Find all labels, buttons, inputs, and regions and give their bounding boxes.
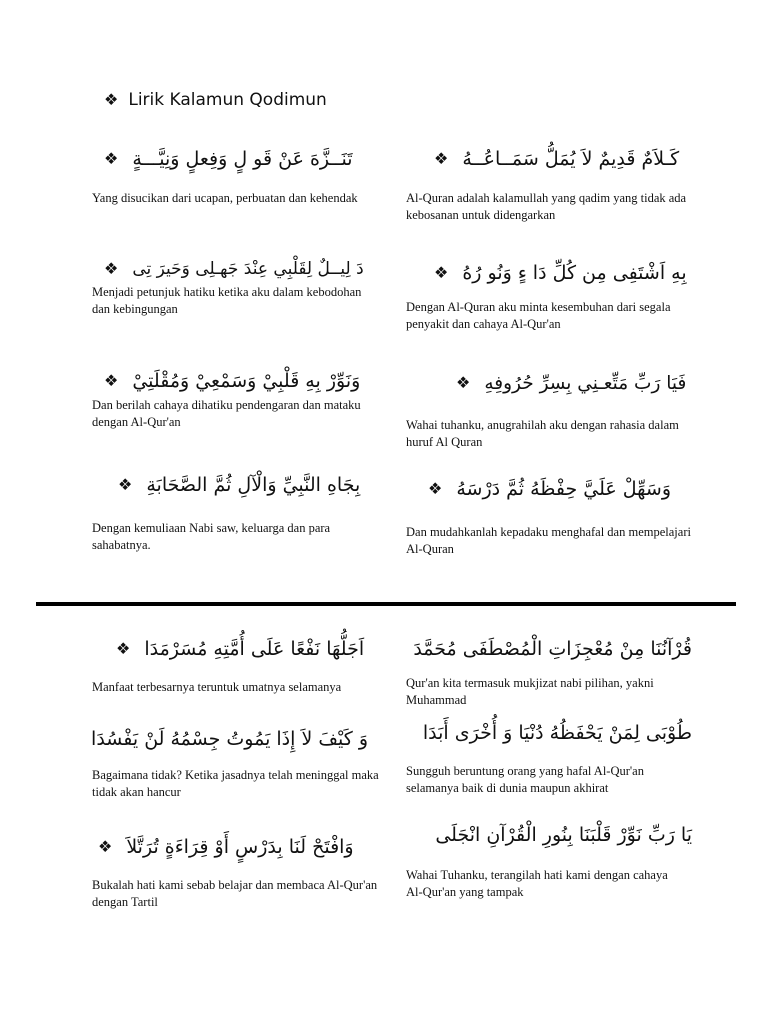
diamond-bullet-icon: ❖ (98, 837, 113, 856)
verse-line (456, 366, 690, 400)
diamond-bullet-icon: ❖ (456, 373, 471, 392)
diamond-bullet-icon: ❖ (104, 149, 119, 168)
arabic-verse: دَ لِيــلٌ لِقَلْبِي عِنْدَ جَهـلِى وَحَيرَ تِى (132, 259, 364, 279)
verse-line (406, 716, 692, 750)
verse-translation: Dengan kemuliaan Nabi saw, keluarga dan para sahabatnya. (92, 521, 331, 552)
arabic-verse: وَ كَيْفَ لاَ إِذَا يَمُوتُ جِسْمُهُ لَنْ يَفْسُدَا (91, 728, 368, 750)
verse-translation: Menjadi petunjuk hatiku ketika aku dalam kebodohan dan kebingungan (92, 285, 362, 316)
arabic-verse: وَنَوِّرْ بِهِ قَلْبِيْ وَسَمْعِيْ وَمُقْلَتِيْ (132, 370, 361, 392)
verse-line (104, 252, 366, 286)
verse-line (434, 256, 690, 290)
verse-translation: Wahai tuhanku, anugrahilah aku dengan rahasia dalam huruf Al Quran (406, 418, 679, 449)
diamond-bullet-icon: ❖ (104, 259, 119, 278)
verse-line (406, 818, 692, 852)
verse-translation: Bukalah hati kami sebab belajar dan membaca Al-Qur'an dengan Tartil (92, 878, 378, 909)
arabic-verse: بِجَاهِ النَّبِيِّ وَالْآلِ ثُمَّ الصَّحَابَةِ (146, 474, 361, 496)
verse-translation: Sungguh beruntung orang yang hafal Al-Qur'an selamanya baik di dunia maupun akhirat (406, 764, 644, 795)
diamond-bullet-icon: ❖ (104, 371, 119, 390)
verse-translation: Al-Quran adalah kalamullah yang qadim yang tidak ada kebosanan untuk didengarkan (406, 191, 687, 222)
verse-translation: Dan berilah cahaya dihatiku pendengaran dan mataku dengan Al-Qur'an (92, 398, 361, 429)
diamond-bullet-icon: ❖ (434, 149, 449, 168)
arabic-verse: وَافْتَحْ لَنَا بِدَرْسٍ أَوْ قِرَاءَةٍ تُرَتَّلاَ (126, 836, 354, 858)
verse-line (118, 468, 366, 502)
verse-line (406, 632, 692, 666)
verse-line (116, 632, 368, 666)
verse-line (104, 142, 366, 176)
diamond-bullet-icon: ❖ (118, 475, 133, 494)
section-divider (36, 602, 736, 606)
verse-line (434, 142, 690, 176)
title-text: Lirik Kalamun Qodimun (128, 90, 327, 110)
diamond-bullet-icon: ❖ (428, 479, 443, 498)
arabic-verse: وَسَهِّلْ عَلَيَّ حِفْظَهُ ثُمَّ دَرْسَهُ (456, 478, 672, 500)
arabic-verse: طُوْبَى لِمَنْ يَحْفَظُهُ دُنْيَا وَ أُخْرَى أَبَدَا (422, 722, 692, 744)
verse-line (98, 830, 368, 864)
verse-line (92, 722, 368, 756)
verse-translation: Bagaimana tidak? Ketika jasadnya telah meninggal maka tidak akan hancur (92, 768, 379, 799)
arabic-verse: تَنَــزَّهَ عَنْ قَو لٍ وَفِعلٍ وَنِيَّـــةٍ (132, 148, 353, 170)
arabic-verse: قُرْآنُنَا مِنْ مُعْجِزَاتِ الْمُصْطَفَى مُحَمَّدَ (413, 638, 692, 660)
verse-translation: Wahai Tuhanku, terangilah hati kami dengan cahaya Al-Qur'an yang tampak (406, 868, 668, 899)
diamond-bullet-icon: ❖ (116, 639, 131, 658)
verse-translation: Yang disucikan dari ucapan, perbuatan dan kehendak (92, 191, 358, 205)
arabic-verse: كَـلاَمٌ قَدِيمٌ لاَ يُمَلُّ سَمَــاعُــهُ (462, 148, 680, 170)
page-title (104, 90, 327, 110)
verse-translation: Manfaat terbesarnya teruntuk umatnya selamanya (92, 680, 342, 694)
arabic-verse: اَجَلُّهَا نَفْعًا عَلَى أُمَّتِهِ مُسَرْمَدَا (144, 638, 365, 660)
verse-translation: Qur'an kita termasuk mukjizat nabi pilihan, yakni Muhammad (406, 676, 654, 707)
verse-translation: Dan mudahkanlah kepadaku menghafal dan mempelajari Al-Quran (406, 525, 691, 556)
verse-line (428, 472, 690, 506)
arabic-verse: بِهِ اَشْتَفِى مِن كُلِّ دَا ءٍ وَنُو رُهُ (462, 262, 687, 284)
arabic-verse: فَيَا رَبِّ مَتِّعـنِي بِسِرِّ حُرُوفِهِ (484, 372, 687, 394)
diamond-bullet-icon: ❖ (434, 263, 449, 282)
arabic-verse: يَا رَبِّ نَوِّرْ قَلْبَنَا بِنُورِ الْقُرْآنِ انْجَلَى (435, 824, 692, 846)
verse-translation: Dengan Al-Quran aku minta kesembuhan dari segala penyakit dan cahaya Al-Qur'an (406, 300, 671, 331)
verse-line (104, 364, 366, 398)
diamond-bullet-icon: ❖ (104, 90, 119, 109)
